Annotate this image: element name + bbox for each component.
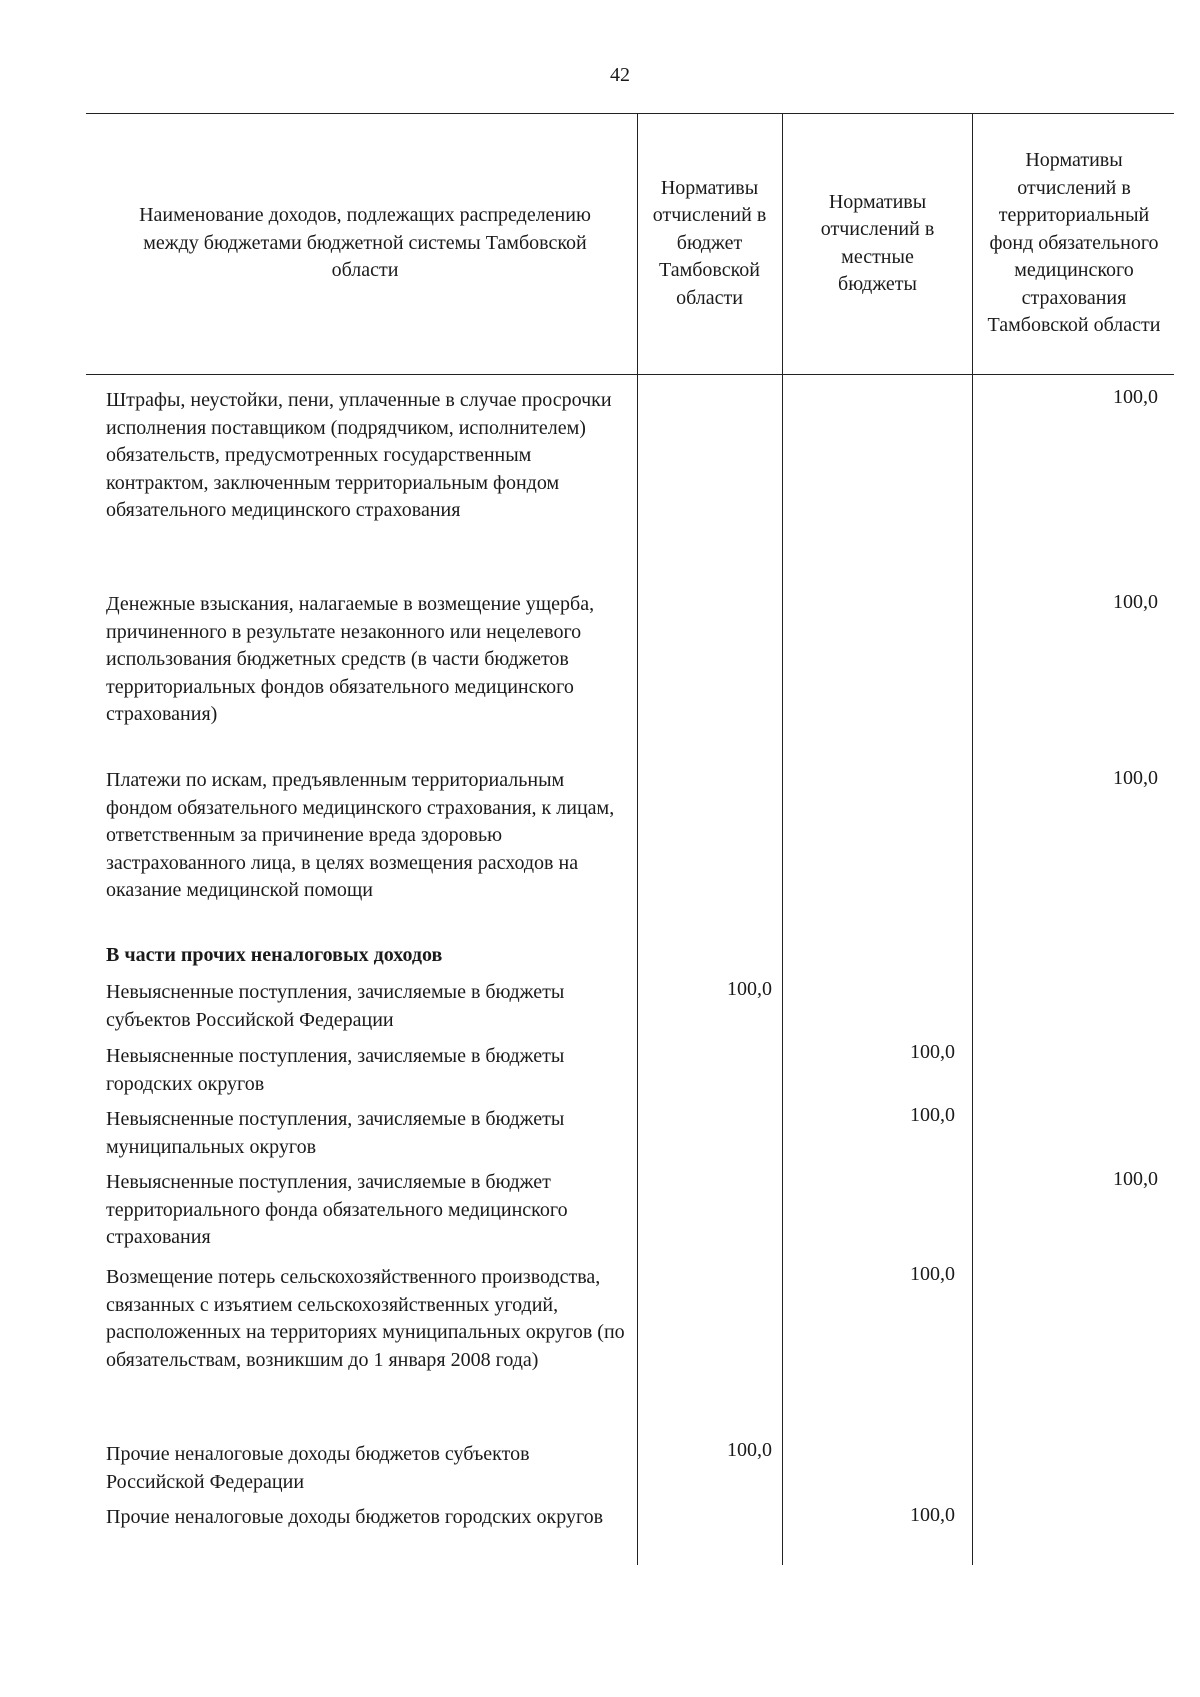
row-text: Невыясненные поступления, зачисляемые в бюджеты городских округов: [106, 1045, 565, 1095]
row-value-regional: 100,0: [727, 1439, 772, 1461]
row-text: Прочие неналоговые доходы бюджетов субъектов Российской Федерации: [106, 1443, 530, 1493]
section-heading: В части прочих неналоговых доходов: [106, 944, 443, 966]
row-text: Прочие неналоговые доходы бюджетов городских округов: [106, 1506, 604, 1528]
row-value-local: 100,0: [910, 1104, 955, 1126]
header-regional-text: Нормативы отчислений в бюджет Тамбовской области: [652, 176, 767, 309]
row-value-fund: 100,0: [1113, 767, 1158, 789]
column-divider-1: [637, 113, 638, 1565]
header-cell-name: [110, 113, 620, 374]
row-value-local: 100,0: [910, 1041, 955, 1063]
header-name-text: Наименование доходов, подлежащих распределению между бюджетами бюджетной системы Тамбовской области: [139, 204, 591, 282]
row-text: Платежи по искам, предъявленным территориальным фондом обязательного медицинского страхования, к лицам, ответственным за причинение вреда здоровью застрахованного лица, в целях возмещения расходов на оказание медицинской помощи: [106, 769, 615, 901]
row-text: Возмещение потерь сельскохозяйственного производства, связанных с изъятием сельскохозяйственных угодий, расположенных на территориях муниципальных округов (по обязательствам, возникшим до 1 января 2008 года): [106, 1266, 625, 1371]
header-cell-regional: [642, 113, 777, 374]
row-text: Невыясненные поступления, зачисляемые в бюджеты муниципальных округов: [106, 1108, 565, 1158]
row-value-regional: 100,0: [727, 978, 772, 1000]
header-local-text: Нормативы отчислений в местные бюджеты: [820, 190, 935, 295]
row-value-local: 100,0: [910, 1263, 955, 1285]
row-text: Денежные взыскания, налагаемые в возмещение ущерба, причиненного в результате незаконного или нецелевого использования бюджетных средств (в части бюджетов территориальных фондов обязательного медицинского страхования): [106, 593, 595, 725]
column-divider-2: [782, 113, 783, 1565]
header-cell-local: [800, 113, 955, 374]
header-cell-fund: [976, 113, 1172, 374]
header-bottom-rule: [86, 374, 1174, 375]
row-text: Штрафы, неустойки, пени, уплаченные в случае просрочки исполнения поставщиком (подрядчиком, исполнителем) обязательств, предусмотренных государственным контрактом, заключенным территориальным фондом обязательного медицинского страхования: [106, 389, 612, 521]
header-fund-text: Нормативы отчислений в территориальный фонд обязательного медицинского страхования Тамбовской области: [987, 149, 1161, 337]
row-text: Невыясненные поступления, зачисляемые в бюджеты субъектов Российской Федерации: [106, 981, 565, 1031]
row-value-local: 100,0: [910, 1504, 955, 1526]
row-value-fund: 100,0: [1113, 386, 1158, 408]
row-value-fund: 100,0: [1113, 591, 1158, 613]
row-value-fund: 100,0: [1113, 1168, 1158, 1190]
column-divider-3: [972, 113, 973, 1565]
page-number: 42: [610, 64, 630, 86]
row-text: Невыясненные поступления, зачисляемые в бюджет территориального фонда обязательного медицинского страхования: [106, 1171, 568, 1248]
